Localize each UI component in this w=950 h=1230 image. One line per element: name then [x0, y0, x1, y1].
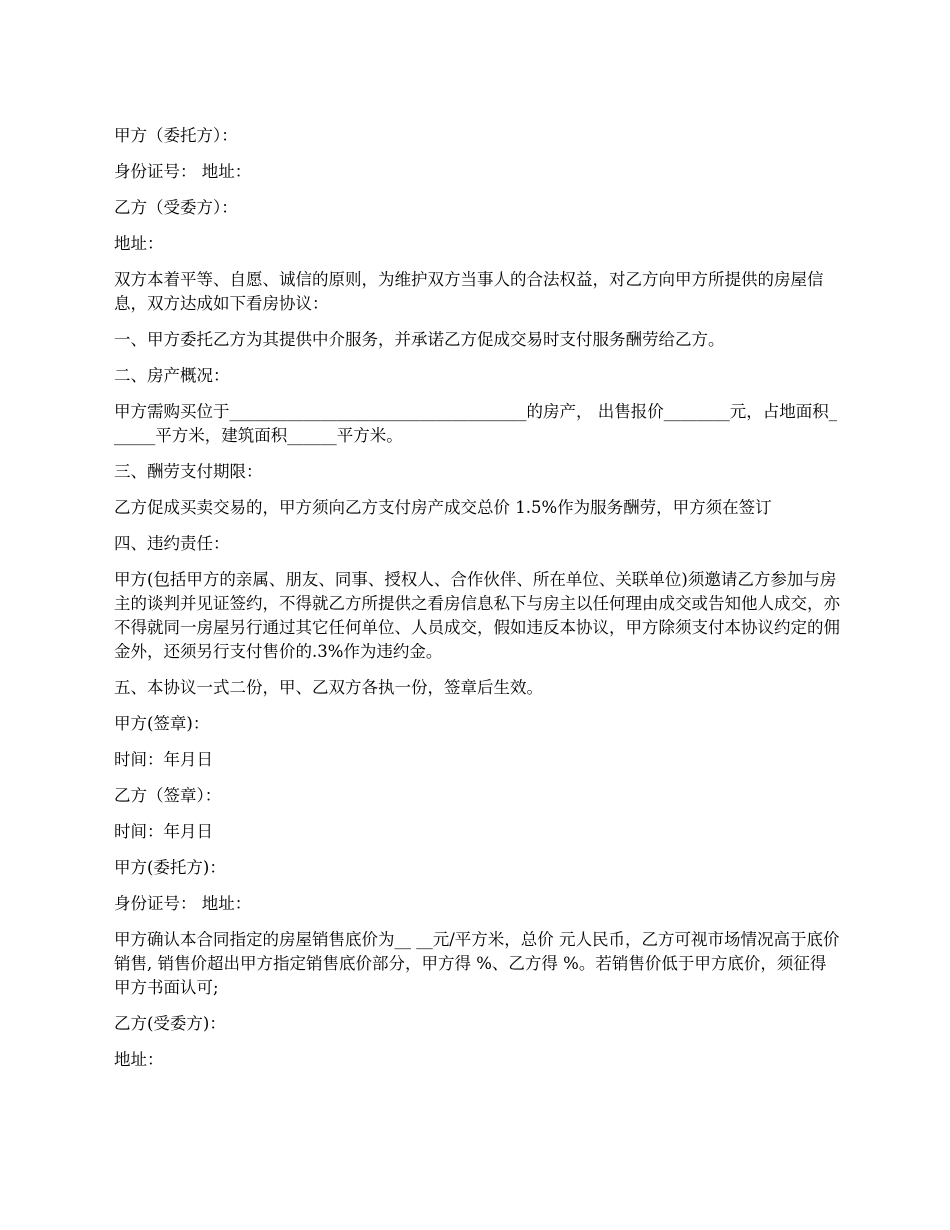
party-b-heading-2: 乙方(受委方)： [114, 1014, 226, 1033]
preamble: 双方本着平等、自愿、诚信的原则，为维护双方当事人的合法权益，对乙方向甲方所提供的房屋信息，双方达成如下看房协议： [114, 270, 824, 313]
clause-2-heading: 二、房产概况： [114, 366, 230, 385]
clause-3-heading: 三、酬劳支付期限： [114, 462, 263, 481]
party-b-address: 地址： [114, 234, 164, 253]
clause-3-body: 乙方促成买卖交易的，甲方须向乙方支付房产成交总价 1.5%作为服务酬劳，甲方须在签订 [114, 498, 772, 517]
clause-5: 五、本协议一式二份，甲、乙双方各执一份，签章后生效。 [114, 678, 543, 697]
party-b-address-2: 地址： [114, 1050, 164, 1069]
clause-4-heading: 四、违约责任： [114, 534, 230, 553]
party-a-heading-2: 甲方(委托方)： [114, 858, 226, 877]
price-clause: 甲方确认本合同指定的房屋销售底价为__ __元/平方米，总价 元人民币，乙方可视市场情况高于底价销售, 销售价超出甲方指定销售底价部分，甲方得 %、乙方得 %。若销售价低于甲方底价，须征得甲方书面认可; [114, 930, 840, 997]
party-b-signature-date: 时间：年月日 [114, 822, 213, 841]
clause-4-body: 甲方(包括甲方的亲属、朋友、同事、授权人、合作伙伴、所在单位、关联单位)须邀请乙方参加与房主的谈判并见证签约，不得就乙方所提供之看房信息私下与房主以任何理由成交或告知他人成交，亦不得就同一房屋另行通过其它任何单位、人员成交，假如违反本协议，甲方除须支付本协议约定的佣金外，还须另行支付售价的.3%作为违约金。 [114, 570, 840, 661]
party-a-id-address-2: 身份证号： 地址： [114, 894, 252, 913]
clause-2-body: 甲方需购买位于____________________________________的房产， 出售报价________元，占地面积______平方米，建筑面积______平方米。 [114, 402, 837, 445]
party-b-heading: 乙方（受委方）： [114, 198, 238, 217]
party-a-id-address: 身份证号： 地址： [114, 162, 252, 181]
party-a-signature-date: 时间：年月日 [114, 750, 213, 769]
party-a-heading: 甲方（委托方）： [114, 126, 238, 145]
party-b-signature: 乙方（签章）： [114, 786, 222, 805]
party-a-signature: 甲方(签章)： [114, 714, 210, 733]
clause-1: 一、甲方委托乙方为其提供中介服务，并承诺乙方促成交易时支付服务酬劳给乙方。 [114, 330, 725, 349]
